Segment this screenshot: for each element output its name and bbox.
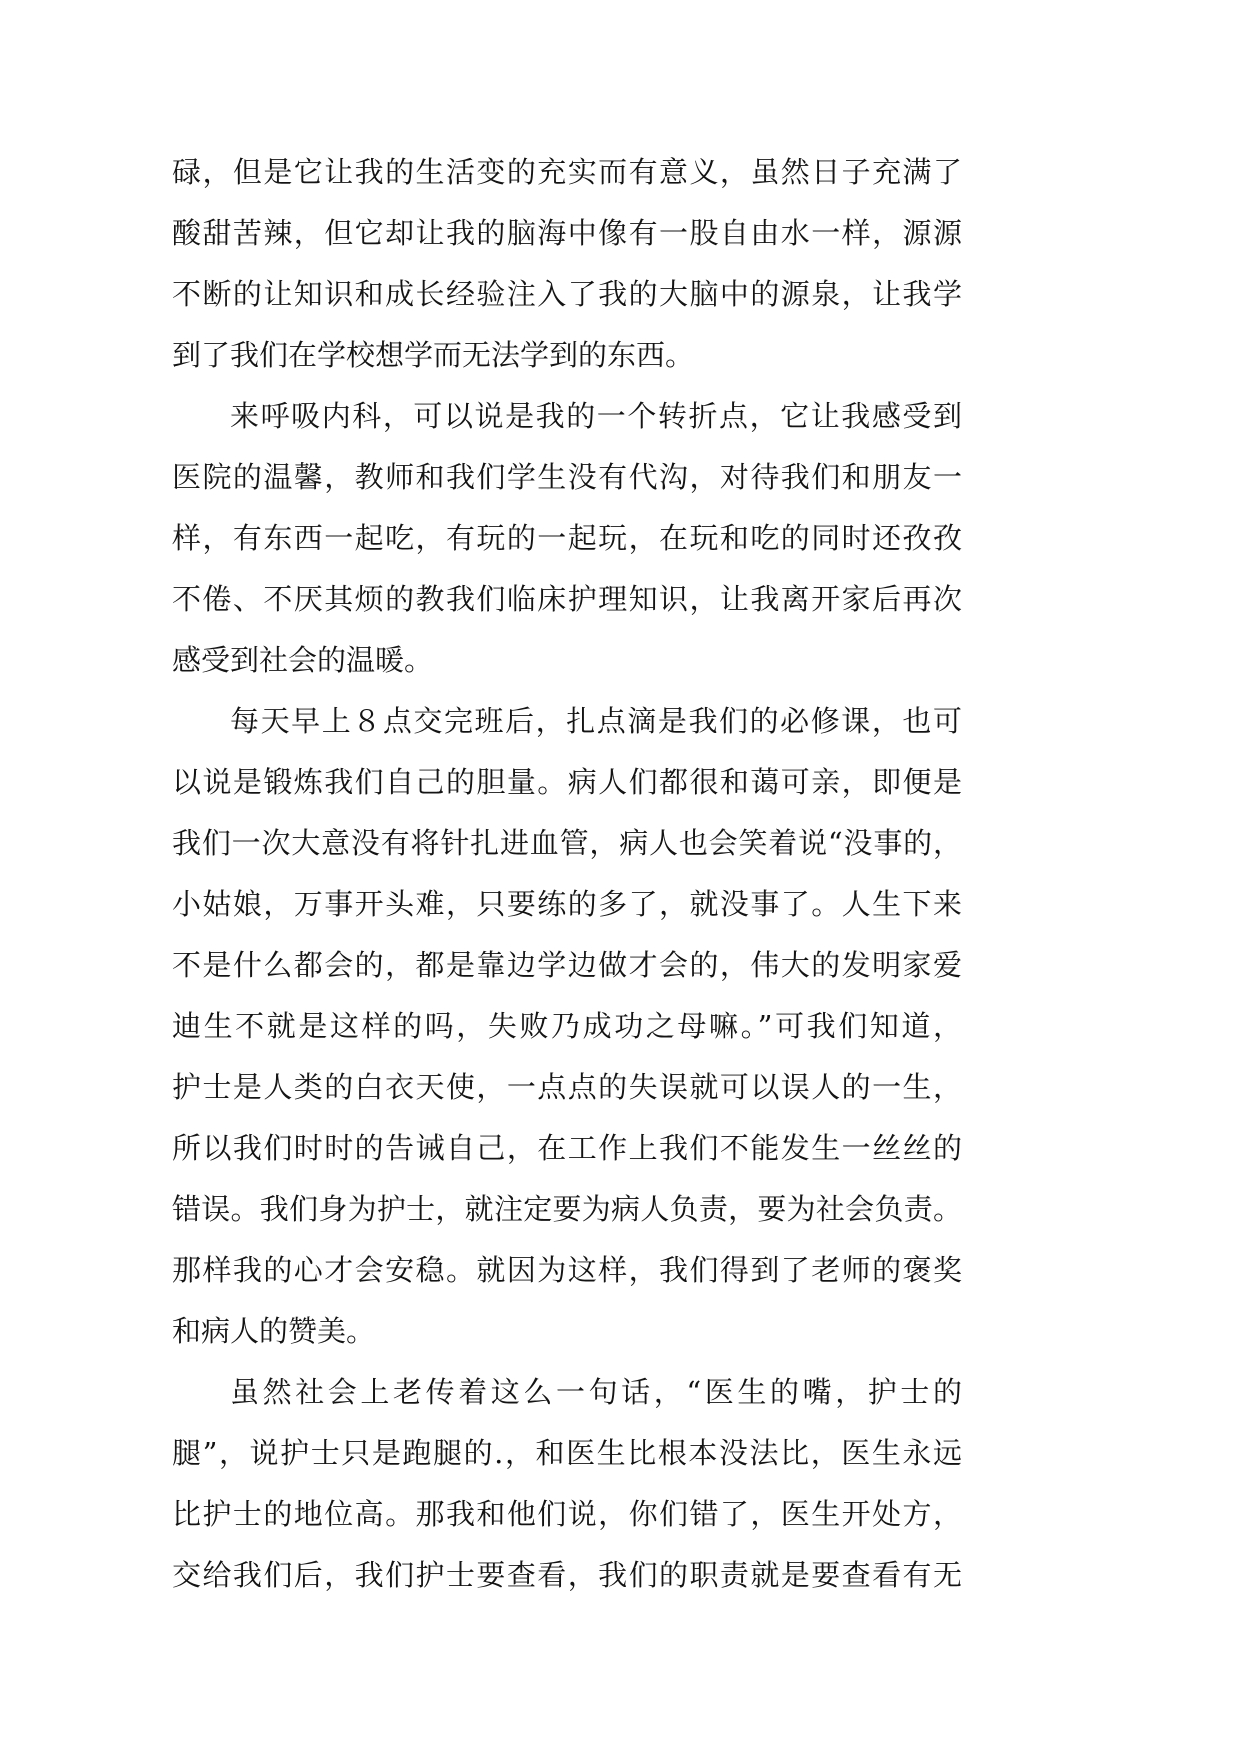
paragraph-daily-routine [172,691,962,1362]
text-line: 每天早上８点交完班后，扎点滴是我们的必修课，也可 [230,704,962,738]
text-line: 医院的温馨，教师和我们学生没有代沟，对待我们和朋友一 [172,460,962,494]
text-line: 酸甜苦辣，但它却让我的脑海中像有一股自由水一样，源源 [172,216,962,250]
text-line: 我们一次大意没有将针扎进血管，病人也会笑着说“没事的， [172,826,962,860]
text-line: 不是什么都会的，都是靠边学边做才会的，伟大的发明家爱 [172,948,962,982]
paragraph-continued [172,142,962,386]
text-line: 感受到社会的温暖。 [172,643,434,677]
text-line: 腿”，说护士只是跑腿的.，和医生比根本没法比，医生永远 [172,1436,962,1470]
text-line: 比护士的地位高。那我和他们说，你们错了，医生开处方， [172,1497,962,1531]
text-line: 不断的让知识和成长经验注入了我的大脑中的源泉，让我学 [172,277,962,311]
body-text [172,142,962,1606]
text-line: 不倦、不厌其烦的教我们临床护理知识，让我离开家后再次 [172,582,962,616]
text-line: 那样我的心才会安稳。就因为这样，我们得到了老师的褒奖 [172,1253,962,1287]
text-line: 和病人的赞美。 [172,1314,376,1348]
text-line: 所以我们时时的告诫自己，在工作上我们不能发生一丝丝的 [172,1131,962,1165]
text-line: 护士是人类的白衣天使，一点点的失误就可以误人的一生， [172,1070,962,1104]
text-line: 以说是锻炼我们自己的胆量。病人们都很和蔼可亲，即便是 [172,765,962,799]
text-line: 样，有东西一起吃，有玩的一起玩，在玩和吃的同时还孜孜 [172,521,962,555]
paragraph-nurse-role [172,1362,962,1606]
text-line: 交给我们后，我们护士要查看，我们的职责就是要查看有无 [172,1558,962,1592]
text-line: 到了我们在学校想学而无法学到的东西。 [172,338,695,372]
text-line: 来呼吸内科，可以说是我的一个转折点，它让我感受到 [230,399,962,433]
text-line: 虽然社会上老传着这么一句话，“医生的嘴，护士的 [230,1375,962,1409]
text-line: 错误。我们身为护士，就注定要为病人负责，要为社会负责。 [172,1192,962,1226]
paragraph-respiratory-department [172,386,962,691]
text-line: 迪生不就是这样的吗，失败乃成功之母嘛。”可我们知道， [172,1009,962,1043]
text-line: 碌，但是它让我的生活变的充实而有意义，虽然日子充满了 [172,155,962,189]
text-line: 小姑娘，万事开头难，只要练的多了，就没事了。人生下来 [172,887,962,921]
